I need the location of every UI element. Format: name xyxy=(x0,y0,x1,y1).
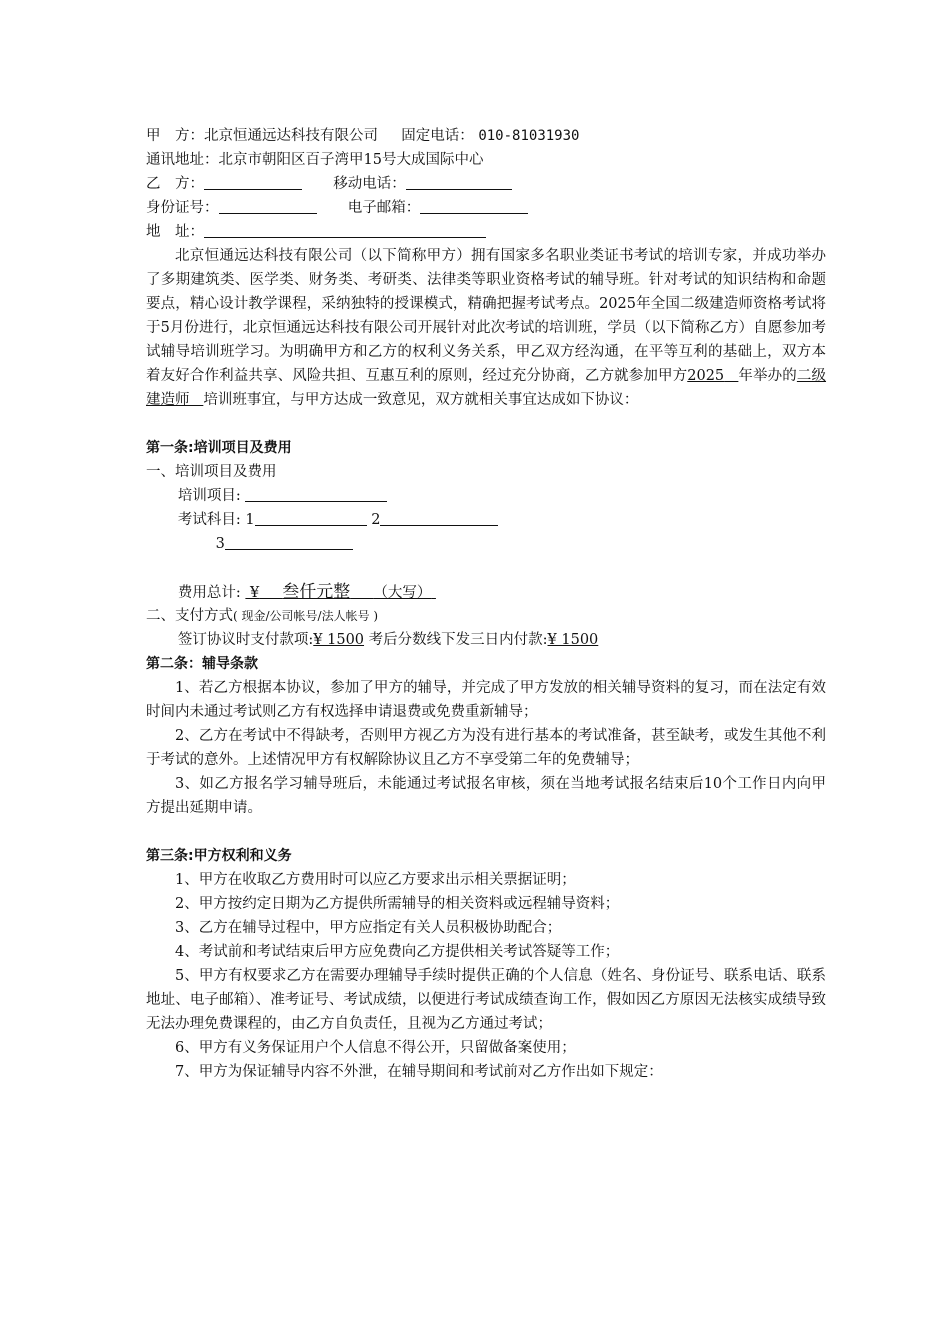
fee-amount: 叁仟元整 xyxy=(282,582,351,602)
article2-title: 第二条：辅导条款 xyxy=(146,656,258,672)
party-b-label: 乙 方： xyxy=(146,176,204,192)
fee-underlined xyxy=(245,582,436,602)
article3-item-3: 3、乙方在辅导过程中，甲方应指定有关人员积极协助配合； xyxy=(175,920,562,936)
article3-item-7: 7、甲方为保证辅导内容不外泄，在辅导期间和考试前对乙方作出如下规定： xyxy=(175,1064,663,1080)
id-blank[interactable] xyxy=(219,197,317,214)
party-b-blank[interactable] xyxy=(204,173,302,190)
article2-item-2: 2、乙方在考试中不得缺考，否则甲方视乙方为没有进行基本的考试准备，甚至缺考，或发生其他不利于考试的意外。上述情况甲方有权解除协议且乙方不享受第二年的免费辅导； xyxy=(146,728,826,768)
id-line xyxy=(146,196,826,220)
party-a-label: 甲 方： xyxy=(146,128,204,144)
project-label: 培训项目: xyxy=(177,488,241,504)
fee-symbol: ¥ xyxy=(250,585,260,601)
intro-year xyxy=(687,368,738,384)
pay-amount-2: ¥ 1500 xyxy=(547,632,599,648)
course-value: 二级建造师 xyxy=(146,368,827,408)
article2-item-1: 1、若乙方根据本协议，参加了甲方的辅导，并完成了甲方发放的相关辅导资料的复习，而在法定有效时间内未通过考试则乙方有权选择申请退费或免费重新辅导； xyxy=(146,680,826,720)
subject-2: 2 xyxy=(371,512,381,528)
article1-sub2 xyxy=(146,604,826,628)
address-label: 通讯地址： xyxy=(146,152,219,168)
article3-item-1: 1、甲方在收取乙方费用时可以应乙方要求出示相关票据证明； xyxy=(175,872,576,888)
intro-text-after: 培训班事宜，与甲方达成一致意见，双方就相关事宜达成如下协议： xyxy=(203,392,639,408)
article1-sub1: 一、培训项目及费用 xyxy=(146,464,277,480)
fee-label: 费用总计: xyxy=(177,585,241,601)
id-label: 身份证号： xyxy=(146,200,219,216)
addr-b-blank[interactable] xyxy=(204,221,486,238)
subject-label: 考试科目: xyxy=(177,512,241,528)
addr-b-label: 地 址： xyxy=(146,224,204,240)
party-b-line xyxy=(146,172,826,196)
mobile-label: 移动电话： xyxy=(333,176,406,192)
address-line xyxy=(146,148,826,172)
fee-note: （大写） xyxy=(373,585,432,601)
article3-item-4: 4、考试前和考试结束后甲方应免费向乙方提供相关考试答疑等工作； xyxy=(175,944,620,960)
pay-line xyxy=(146,628,826,652)
article3-item-5: 5、甲方有权要求乙方在需要办理辅导手续时提供正确的个人信息（姓名、身份证号、联系电话、联系地址、电子邮箱）、准考证号、考试成绩，以便进行考试成绩查询工作，假如因乙方原因无法核实成绩导致无法办理免费课程的，由乙方自负责任，且视为乙方通过考试； xyxy=(146,968,826,1032)
subject-1-blank[interactable] xyxy=(255,509,367,526)
party-a-value: 北京恒通远达科技有限公司 xyxy=(204,128,378,144)
fee-line xyxy=(146,580,826,604)
article3-title: 第三条:甲方权利和义务 xyxy=(146,848,292,864)
subject-1: 1 xyxy=(245,512,255,528)
pay-text-2: 考后分数线下发三日内付款: xyxy=(368,632,548,648)
fixed-phone-value: 010-81031930 xyxy=(478,128,580,144)
mobile-blank[interactable] xyxy=(406,173,512,190)
subject-2-blank[interactable] xyxy=(380,509,498,526)
address-value: 北京市朝阳区百子湾甲15号大成国际中心 xyxy=(218,152,484,168)
subject-line-3 xyxy=(146,532,826,556)
article1-title: 第一条:培训项目及费用 xyxy=(146,440,292,456)
project-blank[interactable] xyxy=(245,485,387,502)
subject-3: 3 xyxy=(215,536,225,552)
pay-methods: ( 现金/公司帐号/法人帐号 ) xyxy=(233,609,379,623)
email-blank[interactable] xyxy=(420,197,528,214)
party-a-line xyxy=(146,124,826,148)
year-value: 2025 xyxy=(687,368,725,384)
pay-amount-1: ¥ 1500 xyxy=(313,632,365,648)
addr-b-line xyxy=(146,220,826,244)
subject-line xyxy=(146,508,826,532)
contract-page xyxy=(146,124,826,1084)
pay-method-title: 二、支付方式 xyxy=(146,608,233,624)
project-line xyxy=(146,484,826,508)
article3-item-6: 6、甲方有义务保证用户个人信息不得公开，只留做备案使用； xyxy=(175,1040,576,1056)
pay-text-1: 签订协议时支付款项: xyxy=(177,632,314,648)
intro-paragraph xyxy=(146,244,826,412)
article3-item-2: 2、甲方按约定日期为乙方提供所需辅导的相关资料或远程辅导资料； xyxy=(175,896,620,912)
intro-text: 北京恒通远达科技有限公司（以下简称甲方）拥有国家多名职业类证书考试的培训专家，并成功举办了多期建筑类、医学类、财务类、考研类、法律类等职业资格考试的辅导班。针对考试的知识结构和命题要点，精心设计教学课程，采纳独特的授课模式，精确把握考试考点。2025年全国二级建造师资格考试将于5月份进行，北京恒通远达科技有限公司开展针对此次考试的培训班，学员（以下简称乙方）自愿参加考试辅导培训班学习。为明确甲方和乙方的权利义务关系，甲乙双方经沟通，在平等互利的基础上，双方本着友好合作利益共享、风险共担、互惠互利的原则，经过充分协商，乙方就参加甲方 xyxy=(146,248,826,384)
email-label: 电子邮箱： xyxy=(347,200,421,216)
fixed-phone-label: 固定电话： xyxy=(401,128,474,144)
subject-3-blank[interactable] xyxy=(225,533,353,550)
intro-text-mid: 年举办的 xyxy=(738,368,797,384)
article2-item-3: 3、如乙方报名学习辅导班后，未能通过考试报名审核，须在当地考试报名结束后10个工作日内向甲方提出延期申请。 xyxy=(146,776,826,816)
